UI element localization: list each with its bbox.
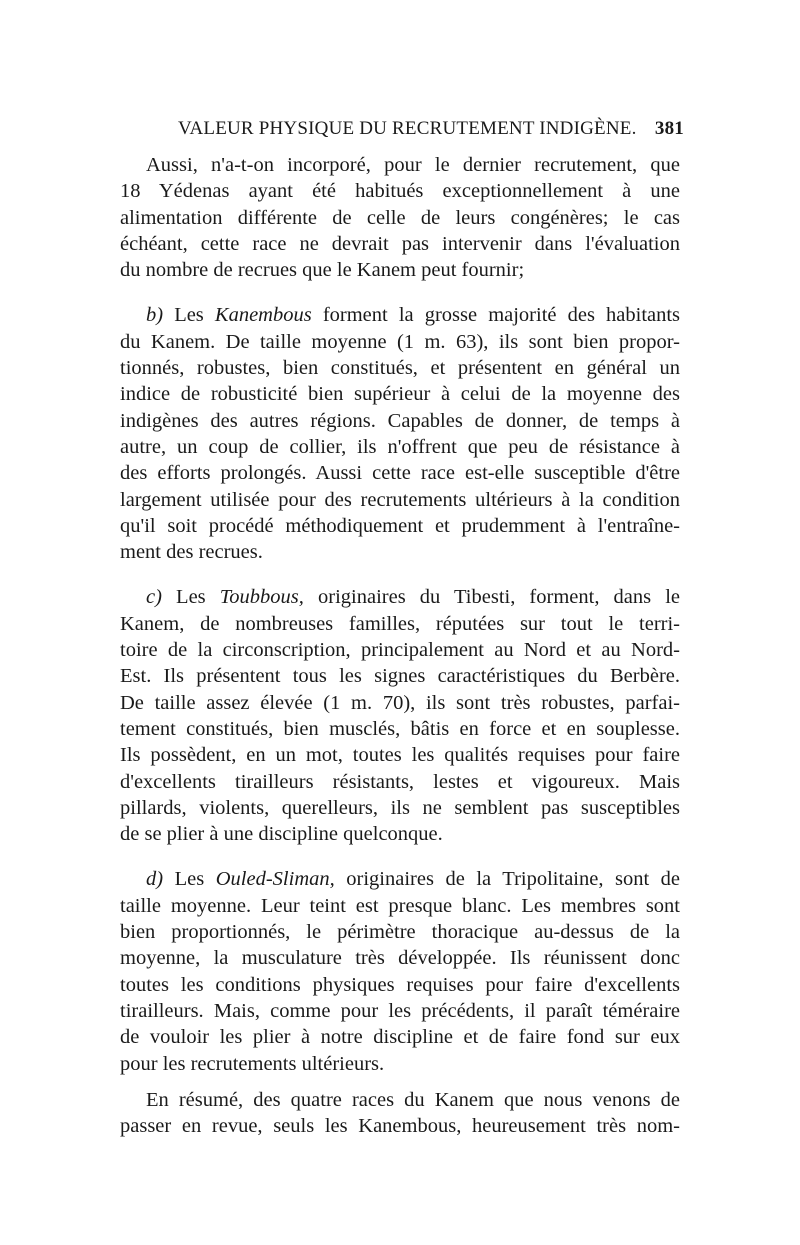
text-line: Aussi, n'a-t-on incorporé, pour le dernier recrutement, que [146,154,680,176]
paragraph-recruitment-yedenas [120,152,680,283]
text-line: Est. Ils présentent tous les signes caractéristiques du Berbère. [120,665,680,688]
text-line: des efforts prolongés. Aussi cette race est-elle susceptible d'être [120,462,680,485]
text-line: toire de la circonscription, principalement au Nord et au Nord- [120,639,680,662]
list-label: c) [146,586,162,609]
text-line: 18 Yédenas ayant été habitués exceptionnellement à une [120,180,680,203]
people-name: Toubbous, [219,586,304,609]
text-line: pillards, violents, querelleurs, ils ne semblent pas susceptibles [120,796,680,819]
paragraph-gap [120,1077,680,1087]
text-line: De taille assez élevée (1 m. 70), ils sont très robustes, parfai- [120,691,680,714]
text-line: du nombre de recrues que le Kanem peut fournir; [120,259,525,282]
text-line: ment des recrues. [120,541,263,564]
text-line: Kanem, de nombreuses familles, réputées sur tout le terri- [120,612,680,635]
list-label: d) [146,868,164,891]
paragraph-ouled-sliman [120,866,680,1076]
text-line: de vouloir les plier à notre discipline et de faire fond sur eux [120,1026,680,1049]
text-line: autre, un coup de collier, ils n'offrent que peu de résistance à [120,435,680,458]
text-line: alimentation différente de celle de leurs congénères; le cas [120,206,680,229]
text-line: qu'il soit procédé méthodiquement et prudemment à l'entraîne- [120,514,680,537]
text-line: taille moyenne. Leur teint est presque blanc. Les membres sont [120,894,680,917]
text-line: Ils possèdent, en un mot, toutes les qualités requises pour faire [120,744,680,767]
people-name: Ouled-Sliman, [215,868,335,891]
text-line: largement utilisée pour des recrutements ultérieurs à la condition [120,488,680,511]
text-line: tionnés, robustes, bien constitués, et présentent en général un [120,357,680,380]
text-line: du Kanem. De taille moyenne (1 m. 63), ils sont bien propor- [120,330,680,353]
text-line: échéant, cette race ne devrait pas intervenir dans l'évaluation [120,232,680,255]
text-line: passer en revue, seuls les Kanembous, heureusement très nom- [120,1115,680,1138]
text-line: pour les recrutements ultérieurs. [120,1052,385,1075]
body-text [120,152,680,1139]
text-line: de se plier à une discipline quelconque. [120,823,443,846]
text-line: indigènes des autres régions. Capables de donner, de temps à [120,409,680,432]
text-line: tirailleurs. Mais, comme pour les précédents, il paraît téméraire [120,999,680,1022]
text-line: c) Les Toubbous, originaires du Tibesti, forment, dans le [146,586,681,609]
paragraph-toubbous [120,584,680,847]
text-line: toutes les conditions physiques requises pour faire d'excellents [120,973,680,996]
text-line: En résumé, des quatre races du Kanem que nous venons de [146,1088,680,1111]
text-line: moyenne, la musculature très développée. Ils réunissent donc [120,947,680,970]
paragraph-kanembous [120,302,680,565]
list-label: b) [146,304,164,327]
text-line: indice de robusticité bien supérieur à celui de la moyenne des [120,383,680,406]
paragraph-summary [120,1087,680,1140]
paragraph-gap [120,283,680,302]
text-line: tement constitués, bien musclés, bâtis en force et en souplesse. [120,717,680,740]
text-line: bien proportionnés, le périmètre thoracique au-dessus de la [120,921,680,944]
text-line: b) Les Kanembous forment la grosse majorité des habitants [146,304,681,327]
people-name: Kanembous [214,304,312,327]
paragraph-gap [120,565,680,584]
paragraph-gap [120,847,680,866]
text-line: d'excellents tirailleurs résistants, lestes et vigoureux. Mais [120,770,680,793]
running-title: VALEUR PHYSIQUE DU RECRUTEMENT INDIGÈNE. [178,118,637,139]
running-head [178,118,684,142]
page-number: 381 [654,118,684,139]
text-line: d) Les Ouled-Sliman, originaires de la Tripolitaine, sont de [146,868,681,891]
